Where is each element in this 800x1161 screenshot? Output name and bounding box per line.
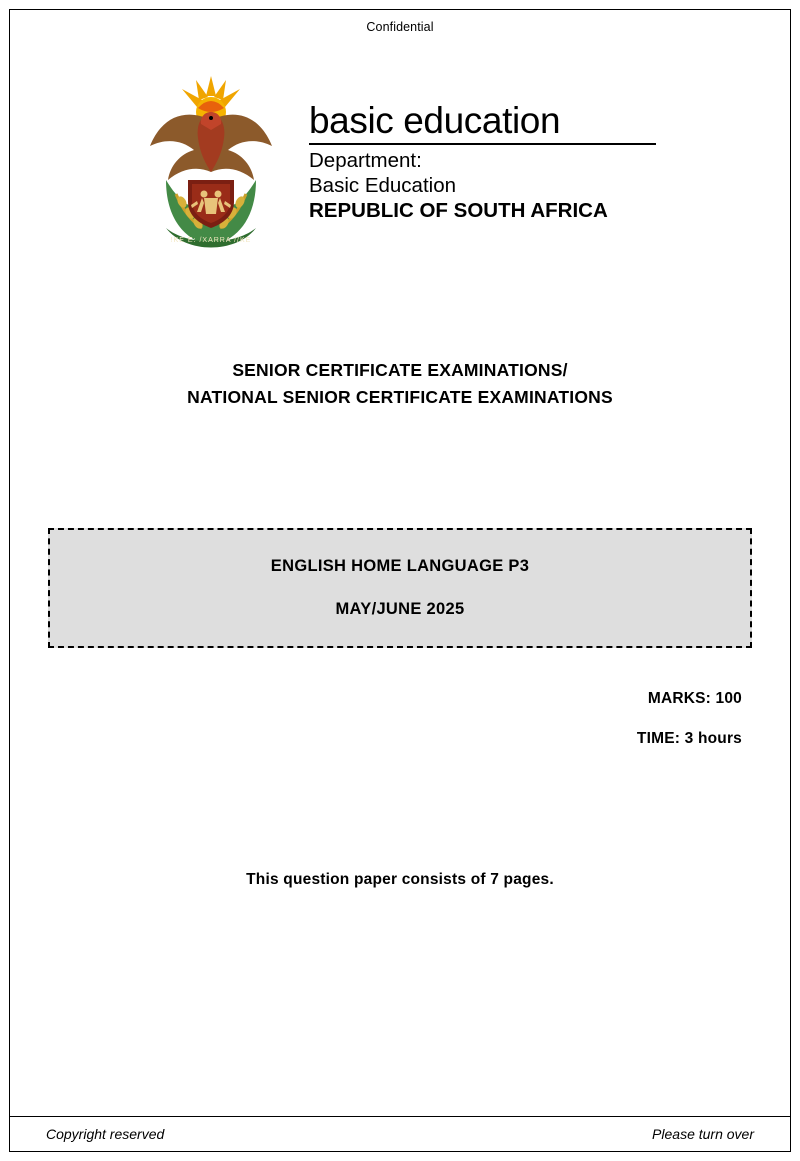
confidential-label: Confidential — [366, 20, 434, 34]
department-wordmark — [309, 102, 669, 223]
coat-of-arms-icon — [136, 68, 286, 254]
marks-label: MARKS: 100 — [647, 690, 742, 707]
footer-divider — [10, 1116, 790, 1117]
svg-text:!KE E: /XARRA //KE: !KE E: /XARRA //KE — [170, 237, 252, 244]
department-logo-block — [136, 68, 676, 258]
exam-session: MAY/JUNE 2025 — [335, 600, 465, 618]
exam-heading-line2: NATIONAL SENIOR CERTIFICATE EXAMINATIONS — [187, 387, 613, 408]
page-footer — [46, 1126, 754, 1142]
basic-education-title: basic education — [309, 100, 561, 141]
department-label: Department: — [309, 149, 422, 172]
subject-box — [48, 528, 752, 648]
subject-title: ENGLISH HOME LANGUAGE P3 — [270, 557, 530, 575]
copyright-text: Copyright reserved — [46, 1126, 165, 1142]
page-count-note: This question paper consists of 7 pages. — [246, 871, 554, 888]
time-label: TIME: 3 hours — [636, 730, 742, 747]
department-name: Basic Education — [309, 174, 457, 197]
exam-heading-line1: SENIOR CERTIFICATE EXAMINATIONS/ — [232, 360, 568, 380]
turn-over-text: Please turn over — [652, 1126, 754, 1142]
exam-heading — [0, 357, 800, 411]
wordmark-rule — [309, 143, 656, 145]
country-label: REPUBLIC OF SOUTH AFRICA — [309, 199, 608, 222]
